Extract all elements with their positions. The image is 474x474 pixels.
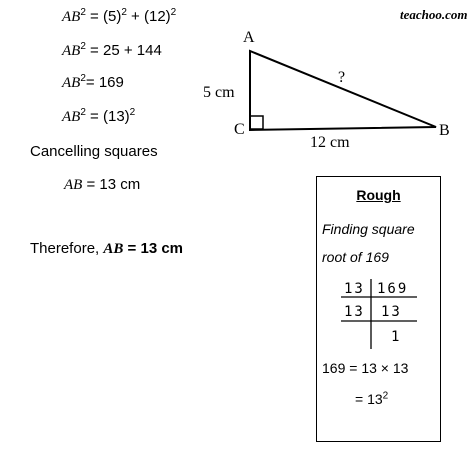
triangle-shape [250, 51, 436, 130]
equation-text: = (13) [85, 108, 130, 125]
vertex-b-label: B [439, 122, 450, 139]
exponent: 2 [382, 390, 389, 402]
vertex-a-label: A [243, 29, 255, 46]
side-ac-label: 5 cm [203, 84, 235, 101]
equation-text: = 25 + 144 [85, 42, 162, 59]
ab-symbol: AB [64, 177, 83, 193]
exponent: 2 [80, 41, 86, 52]
rough-eq-2 [355, 391, 388, 407]
ab-symbol: AB [62, 75, 81, 91]
ab-symbol-bold: AB [103, 241, 124, 257]
exponent: 2 [129, 107, 136, 118]
ab-symbol: AB [62, 109, 81, 125]
remainder: 1 [391, 329, 402, 345]
rough-line-2: root of 169 [322, 249, 389, 265]
side-ab-label: ? [338, 69, 346, 86]
rough-eq-2-text: = 13 [355, 391, 383, 407]
ab-symbol: AB [62, 9, 81, 25]
therefore-prefix: Therefore, [30, 240, 104, 257]
exponent: 2 [80, 7, 86, 18]
brand-logo: teachoo.com [400, 7, 468, 22]
equation-text: = 169 [85, 74, 124, 91]
therefore-result: = 13 cm [123, 240, 184, 257]
rough-work-box [316, 176, 441, 442]
equation-text: = (5) [85, 8, 122, 25]
right-angle-marker [250, 116, 263, 129]
rough-line-1: Finding square [322, 221, 415, 237]
cancelling-text: Cancelling squares [30, 143, 158, 160]
rough-eq-1: 169 = 13 × 13 [322, 360, 409, 376]
result-text: = 13 cm [82, 176, 141, 193]
exponent: 2 [80, 73, 86, 84]
dividend: 169 [377, 281, 409, 297]
divisor-1: 13 [344, 281, 365, 297]
exponent: 2 [80, 107, 86, 118]
equation-text: + (12) [126, 8, 171, 25]
side-cb-label: 12 cm [310, 134, 350, 151]
ab-symbol: AB [62, 43, 81, 59]
exponent: 2 [121, 7, 127, 18]
subtract-value: 13 [381, 304, 402, 320]
divisor-2: 13 [344, 304, 365, 320]
rough-title: Rough [356, 187, 401, 203]
exponent: 2 [170, 7, 177, 18]
vertex-c-label: C [234, 121, 245, 138]
